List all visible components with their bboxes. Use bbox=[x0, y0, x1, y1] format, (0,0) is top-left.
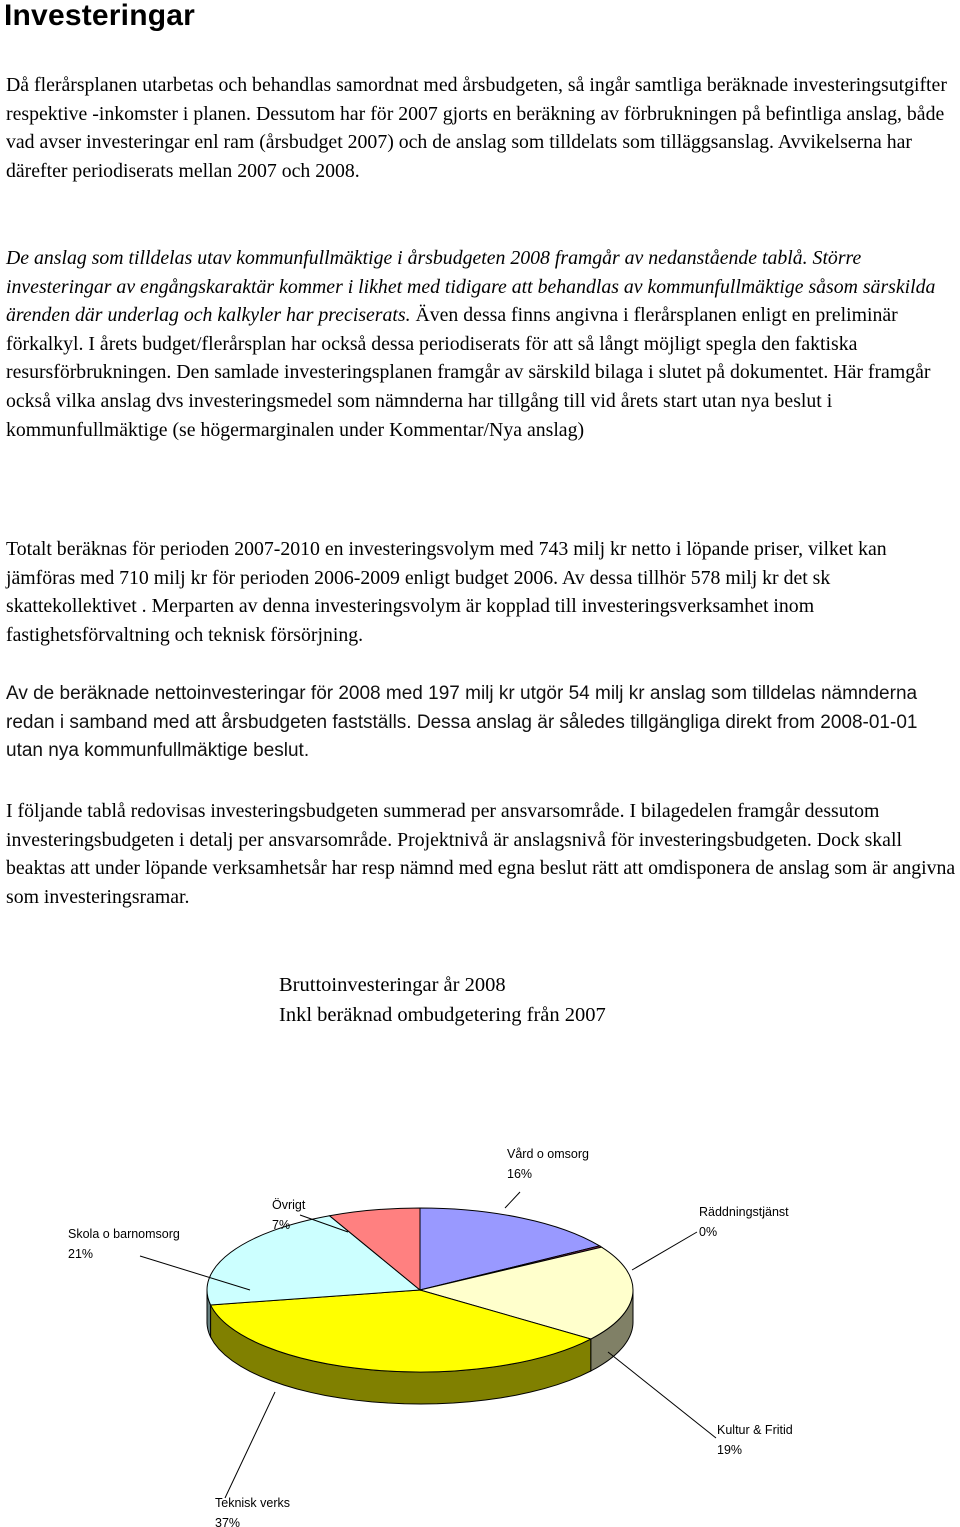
pie-label-name-0: Vård o omsorg bbox=[507, 1147, 589, 1161]
pie-label-value-4: 21% bbox=[68, 1247, 94, 1261]
paragraph-anslag bbox=[6, 244, 958, 444]
pie-label-value-1: 0% bbox=[699, 1225, 718, 1239]
pie-leader-line-3 bbox=[225, 1392, 275, 1498]
pie-top-faces bbox=[207, 1208, 633, 1372]
pie-leader-line-1 bbox=[632, 1232, 697, 1270]
paragraph-tabla: I följande tablå redovisas investeringsbudgeten summerad per ansvarsområde. I bilagedelen framgår dessutom investeringsbudgeten i detalj per ansvarsområde. Projektnivå är anslagsnivå för investeringsbudgeten. Dock skall beaktas att under löpande verksamhetsår har resp nämnd med egna beslut rätt att omdisponera de anslag som är angivna som investeringsramar. bbox=[6, 800, 956, 908]
paragraph-total: Totalt beräknas för perioden 2007-2010 en investeringsvolym med 743 milj kr netto i löpande priser, vilket kan jämföras med 710 milj kr för perioden 2006-2009 enligt budget 2006. Av dessa tillhör 578 milj kr det sk skattekollektivet . Merparten av denna investeringsvolym är kopplad till investeringsverksamhet inom fastighetsförvaltning och teknisk försörjning. bbox=[6, 538, 887, 646]
pie-label-name-1: Räddningstjänst bbox=[699, 1205, 789, 1219]
chart-title-block bbox=[279, 970, 606, 1030]
pie-chart bbox=[0, 1080, 960, 1527]
chart-title: Bruttoinvesteringar år 2008 bbox=[279, 974, 506, 996]
pie-label-value-3: 37% bbox=[215, 1516, 241, 1527]
paragraph-intro: Då flerårsplanen utarbetas och behandlas samordnat med årsbudgeten, så ingår samtliga beräknade investeringsutgifter respektive -inkomster i planen. Dessutom har för 2007 gjorts en beräkning av förbrukningen på befintliga anslag, både vad avser investeringar enl ram (årsbudget 2007) och de anslag som tilldelats som tilläggsanslag. Avvikelserna har därefter periodiserats mellan 2007 och 2008. bbox=[6, 74, 947, 182]
paragraph-netto: Av de beräknade nettoinvesteringar för 2008 med 197 milj kr utgör 54 milj kr anslag som tilldelas nämnderna redan i samband med att årsbudgeten fastställs. Dessa anslag är således tillgängliga direkt from 2008-01-01 utan nya kommunfullmäktige beslut. bbox=[6, 683, 918, 762]
paragraph-anslag-italic: De anslag som tilldelas utav kommunfullmäktige i årsbudgeten 2008 framgår av nedanstående tablå. Större investeringar av engångskaraktär kommer i likhet med tidigare att behandlas av kommunfullmäktige såsom särskilda ärenden där underlag och kalkyler har preciserats. bbox=[6, 247, 936, 327]
pie-leader-line-0 bbox=[505, 1192, 520, 1208]
pie-label-value-0: 16% bbox=[507, 1167, 533, 1181]
pie-label-name-3: Teknisk verks bbox=[215, 1496, 291, 1510]
paragraph-anslag-regular: Även dessa finns angivna i flerårsplanen enligt en preliminär förkalkyl. I årets budget/flerårsplan har också dessa periodiserats för att så långt möjligt spegla den faktiska resursförbrukningen. Den samlade investeringsplanen framgår av särskild bilaga i slutet på dokumentet. Här framgår också vilka anslag dvs investeringsmedel som nämnderna har tillgång till vid årets start utan nya beslut i kommunfullmäktige (se högermarginalen under Kommentar/Nya anslag) bbox=[6, 304, 931, 441]
pie-label-name-4: Skola o barnomsorg bbox=[68, 1227, 180, 1241]
pie-label-value-2: 19% bbox=[717, 1443, 743, 1457]
chart-subtitle: Inkl beräknad ombudgetering från 2007 bbox=[279, 1004, 606, 1026]
pie-label-name-5: Övrigt bbox=[272, 1198, 306, 1212]
pie-label-value-5: 7% bbox=[272, 1218, 291, 1232]
pie-label-name-2: Kultur & Fritid bbox=[717, 1423, 793, 1437]
page-heading: Investeringar bbox=[4, 0, 196, 32]
pie-leader-line-2 bbox=[608, 1352, 716, 1438]
